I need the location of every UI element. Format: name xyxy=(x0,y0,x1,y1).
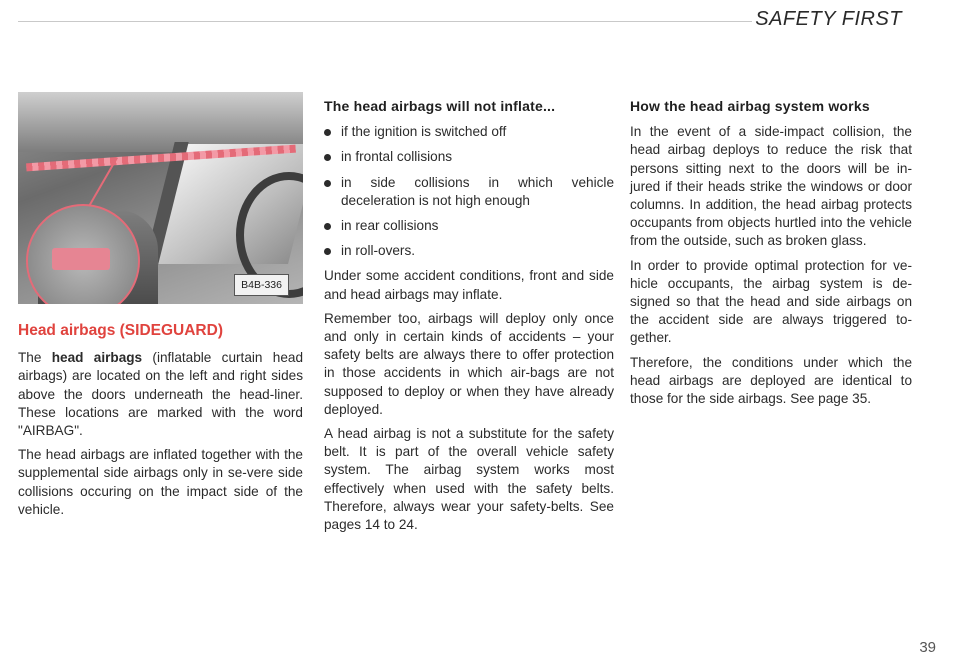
paragraph: A head airbag is not a substitute for the safety belt. It is part of the overall vehicle safety system. The airbag system works most effectively when used with the safety belts. Therefore, always wear your safety-belts. See pages 14 to 24. xyxy=(324,426,614,533)
bullet-text: in side collisions in which vehicle deceleration is not high enough xyxy=(341,174,614,208)
subheading: The head airbags will not inflate... xyxy=(324,98,556,114)
bullet-item xyxy=(324,174,614,210)
bullet-text: in frontal collisions xyxy=(341,149,453,165)
roof-image xyxy=(18,92,303,152)
paragraph: In the event of a side-impact collision, the head airbag deploys to reduce the risk that persons sitting next to the doors will be in-jured if their heads strike the windows or door columns. In addition, the head airbag protects occupants from objects hurtled into the vehicle from the outside, such as broken glass. xyxy=(630,124,912,249)
paragraph xyxy=(18,349,303,440)
paragraph: Remember too, airbags will deploy only once and only in certain kinds of accidents – your safety belts are always there to offer protection in those accidents in which air-bags are not supposed to deploy or when they have already deployed. xyxy=(324,310,614,417)
bullet-icon xyxy=(324,154,331,161)
subheading: How the head airbag system works xyxy=(630,98,870,114)
bullet-text: in roll-overs. xyxy=(341,243,416,259)
paragraph: Under some accident conditions, front and side and head airbags may inflate. xyxy=(324,268,614,302)
bullet-icon xyxy=(324,129,331,136)
bullet-icon xyxy=(324,223,331,230)
figure-code: B4B-336 xyxy=(234,274,289,296)
bullet-text: in rear collisions xyxy=(341,218,439,234)
bullet-item xyxy=(324,123,614,141)
bold-term: head airbags xyxy=(51,350,143,366)
paragraph: The head airbags are inflated together with the supplemental side airbags only in se-vere side collisions occuring on the impact side of the vehicle. xyxy=(18,447,303,517)
paragraph: Therefore, the conditions under which the head airbags are deployed are identical to those for the side airbags. See page 35. xyxy=(630,354,912,407)
text: (inflatable curtain head airbags) are located on the left and right sides above the doors underneath the head-liner. These locations are marked with the word "AIRBAG". xyxy=(18,350,304,439)
head-airbag-illustration xyxy=(18,92,303,304)
column-left xyxy=(18,92,303,525)
column-middle xyxy=(324,97,614,540)
bullet-item xyxy=(324,148,614,166)
header-rule xyxy=(18,21,752,22)
column-right xyxy=(630,97,912,414)
section-title: SAFETY FIRST xyxy=(755,8,902,30)
text: The xyxy=(18,350,52,366)
bullet-icon xyxy=(324,248,331,255)
bullet-item xyxy=(324,217,614,235)
page-number: 39 xyxy=(919,639,936,656)
bullet-item xyxy=(324,242,614,260)
bullet-text: if the ignition is switched off xyxy=(341,124,507,140)
section-heading: Head airbags (SIDEGUARD) xyxy=(18,322,223,339)
paragraph: In order to provide optimal protection for ve-hicle occupants, the airbag system is de-signed so that the head and side airbags on the accident side are always triggered to-gether. xyxy=(630,257,912,346)
airbag-tag-image xyxy=(52,248,110,270)
bullet-icon xyxy=(324,180,331,187)
